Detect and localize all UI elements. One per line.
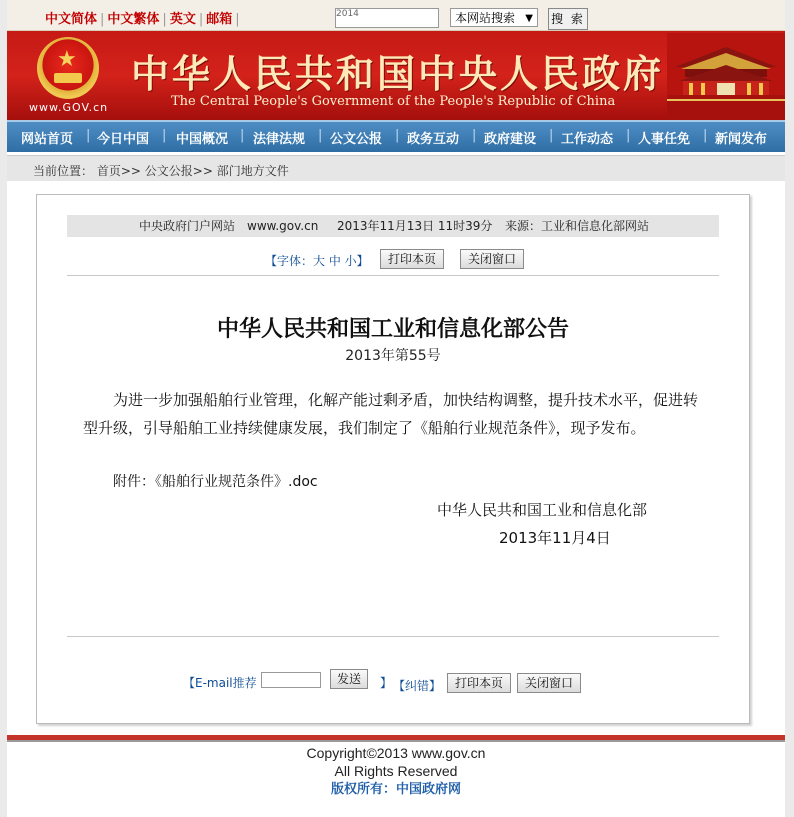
breadcrumb-home[interactable]: 首页>>: [96, 164, 141, 178]
article-container: [36, 194, 750, 724]
nav-divider: |: [626, 128, 631, 143]
nav-item-today-china[interactable]: 今日中国: [97, 132, 150, 147]
divider: |: [235, 12, 240, 27]
mail-link[interactable]: 邮箱: [206, 12, 233, 27]
article-meta: [67, 215, 719, 237]
nav-item-china-overview[interactable]: 中国概况: [176, 132, 229, 147]
nav-divider: |: [549, 128, 554, 143]
gate-icon: [54, 73, 82, 83]
nav-divider: |: [240, 128, 245, 143]
article-title: 中华人民共和国工业和信息化部公告: [216, 317, 569, 342]
breadcrumb: [7, 155, 785, 181]
footer-rights: All Rights Reserved: [334, 763, 458, 779]
issue-date: 2013年11月4日: [499, 529, 611, 547]
footer: [7, 744, 785, 798]
nav-divider: |: [472, 128, 477, 143]
tiananmen-gate-icon: [667, 33, 785, 119]
email-input[interactable]: [261, 672, 321, 688]
nav-item-appointments[interactable]: 人事任免: [638, 132, 691, 147]
star-icon: ★: [57, 47, 77, 72]
breadcrumb-trail: [33, 162, 289, 179]
nav-item-press[interactable]: 新闻发布: [715, 132, 768, 147]
search-button[interactable]: 搜 索: [548, 8, 588, 30]
breadcrumb-documents[interactable]: 公文公报>>: [144, 164, 213, 178]
close-window-button-bottom[interactable]: 关闭窗口: [517, 673, 581, 693]
dropdown-arrow-icon: ▼: [525, 13, 533, 24]
close-window-button[interactable]: 关闭窗口: [460, 249, 524, 269]
main-navigation: [7, 120, 785, 152]
nav-divider: |: [86, 128, 91, 143]
nav-item-government-building[interactable]: 政府建设: [484, 132, 537, 147]
article-toolbar: [37, 247, 749, 269]
lang-link-traditional[interactable]: 中文繁体: [107, 12, 160, 27]
nav-item-home[interactable]: 网站首页: [21, 132, 74, 147]
top-bar: [7, 0, 785, 31]
meta-source[interactable]: 来源：工业和信息化部网站: [505, 219, 650, 233]
article-actions: [37, 667, 749, 695]
print-button-bottom[interactable]: 打印本页: [447, 673, 511, 693]
attachment-link[interactable]: 附件：《船舶行业规范条件》.doc: [113, 474, 318, 490]
divider: |: [162, 12, 167, 27]
article-body: 为进一步加强船舶行业管理，化解产能过剩矛盾，加快结构调整，提升技术水平，促进转型升级，引导船舶工业持续健康发展，我们制定了《船舶行业规范条件》，现予发布。: [83, 391, 699, 437]
nav-item-interaction[interactable]: 政务互动: [407, 132, 460, 147]
send-button[interactable]: 发送: [330, 669, 368, 689]
site-banner: [7, 31, 785, 120]
national-emblem-icon: [37, 37, 99, 99]
nav-divider: |: [703, 128, 708, 143]
issuing-authority: 中华人民共和国工业和信息化部: [437, 501, 648, 519]
lang-link-simplified[interactable]: 中文简体: [45, 12, 98, 27]
meta-site: 中央政府门户网站: [139, 219, 236, 233]
lang-link-english[interactable]: 英文: [169, 12, 196, 27]
print-button[interactable]: 打印本页: [380, 249, 444, 269]
email-bracket-close: 】: [380, 676, 393, 690]
footer-grey-line: [7, 740, 785, 742]
site-domain-label: www.GOV.cn: [29, 101, 109, 114]
nav-divider: |: [162, 128, 167, 143]
site-title-chinese: 中华人民共和国中央人民政府: [131, 52, 665, 96]
nav-divider: |: [318, 128, 323, 143]
nav-item-laws[interactable]: 法律法规: [253, 132, 306, 147]
font-size-selector[interactable]: 【字体：大 中 小】: [265, 254, 369, 268]
site-search-input[interactable]: 2014: [335, 8, 439, 28]
search-scope-select[interactable]: [450, 8, 538, 27]
nav-item-work-news[interactable]: 工作动态: [561, 132, 614, 147]
nav-divider: |: [395, 128, 400, 143]
report-error-link[interactable]: 【纠错】: [393, 679, 442, 693]
breadcrumb-current[interactable]: 部门地方文件: [216, 164, 289, 178]
site-title-english: The Central People's Government of the People's Republic of China: [171, 94, 616, 109]
meta-datetime: 2013年11月13日 11时39分: [337, 219, 493, 233]
breadcrumb-label: 当前位置：: [33, 164, 94, 178]
divider: [67, 275, 719, 276]
language-links: [45, 8, 243, 27]
nav-item-documents[interactable]: 公文公报: [330, 132, 383, 147]
footer-owner: 版权所有：中国政府网: [330, 781, 461, 796]
divider: |: [198, 12, 204, 27]
footer-copyright: Copyright©2013 www.gov.cn: [306, 745, 486, 761]
divider: [67, 636, 719, 637]
meta-domain: www.gov.cn: [247, 219, 319, 233]
page: [7, 0, 785, 817]
document-number: 2013年第55号: [345, 348, 441, 364]
divider: |: [100, 12, 105, 27]
search-scope-value: 本网站搜索: [455, 11, 516, 25]
email-recommend-label: 【E-mail推荐: [183, 676, 257, 690]
